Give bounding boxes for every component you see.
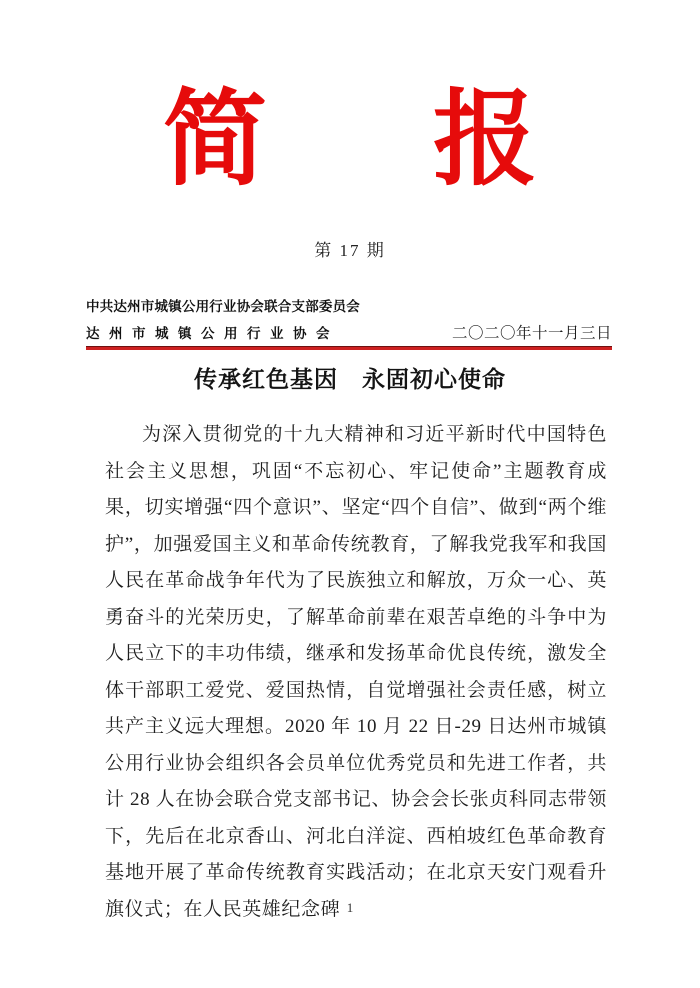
article-title: 传承红色基因 永固初心使命 (194, 367, 506, 392)
article-body-paragraph: 为深入贯彻党的十九大精神和习近平新时代中国特色社会主义思想，巩固“不忘初心、牢记使命”主题教育成果，切实增强“四个意识”、坚定“四个自信”、做到“两个维护”，加强爱国主义和革命传统教育，了解我党我军和我国人民在革命战争年代为了民族独立和解放，万众一心、英勇奋斗的光荣历史，了解革命前辈在艰苦卓绝的斗争中为人民立下的丰功伟绩，继承和发扬革命优良传统，激发全体干部职工爱党、爱国热情，自觉增强社会责任感，树立共产主义远大理想。2020 年 10 月 22 日-29 日达州市城镇公用行业协会组织各会员单位优秀党员和先进工作者，共计 28 人在协会联合党支部书记、协会会长张贞科同志带领下，先后在北京香山、河北白洋淀、西柏坡红色革命教育基地开展了革命传统教育实践活动；在北京天安门观看升旗仪式；在人民英雄纪念碑 (105, 424, 607, 920)
page-number: 1 (346, 900, 354, 915)
masthead-char-bao: 报 (433, 83, 538, 198)
org-date-row (86, 321, 612, 343)
issue-number-label: 第 17 期 (314, 241, 386, 260)
masthead-char-jian: 简 (162, 83, 267, 198)
org-association-line: 达州市城镇公用行业协会 (86, 326, 339, 341)
issue-date: 二〇二〇年十一月三日 (451, 325, 612, 342)
org-committee-line: 中共达州市城镇公用行业协会联合支部委员会 (86, 299, 360, 314)
masthead-org-block (86, 298, 612, 350)
masthead-divider-rule (86, 346, 612, 350)
bulletin-masthead-title (0, 83, 700, 198)
